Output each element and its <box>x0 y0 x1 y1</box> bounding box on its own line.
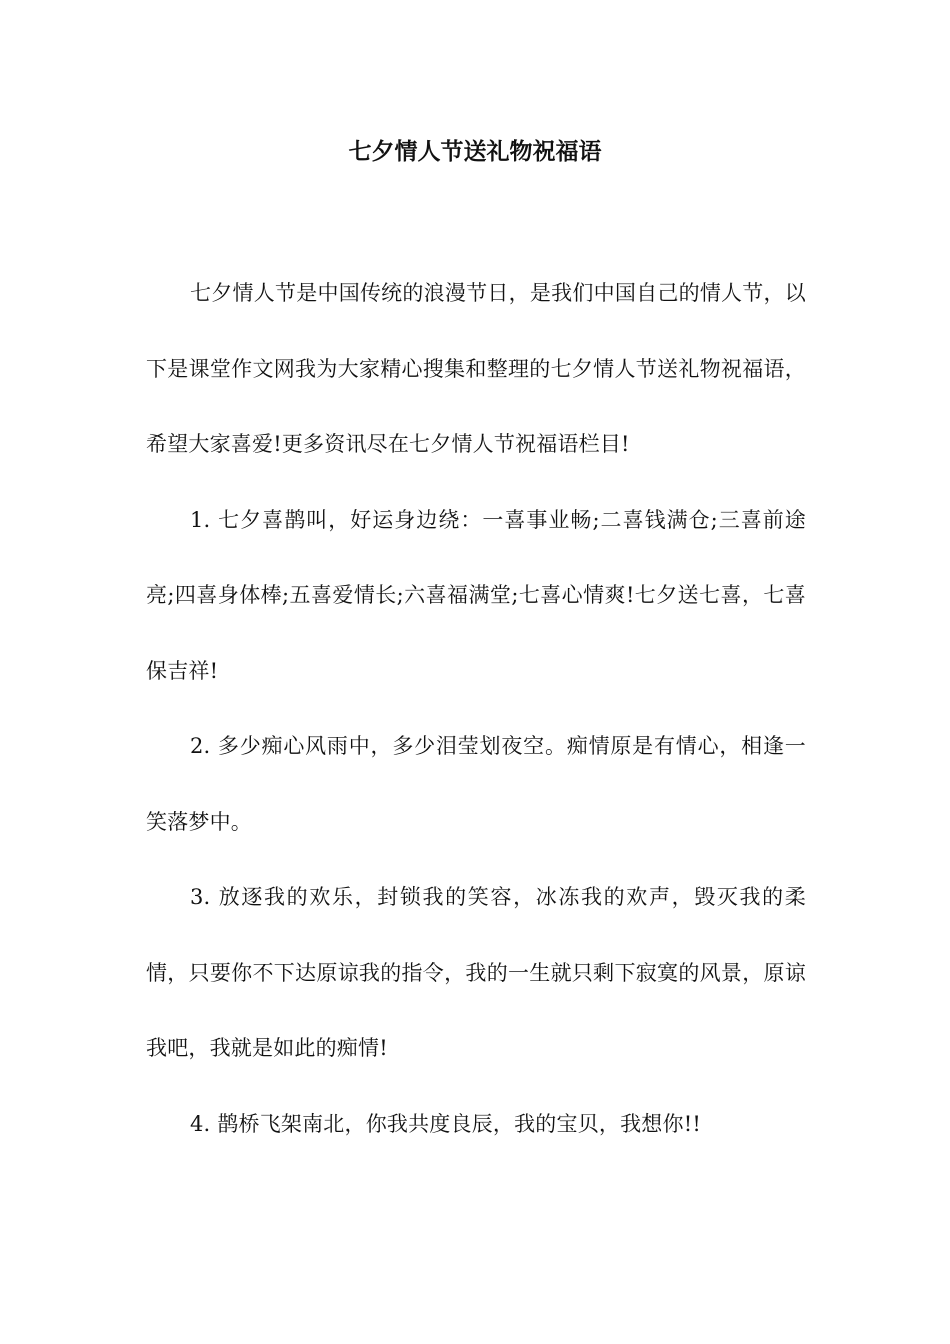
blessing-item-3: 3. 放逐我的欢乐，封锁我的笑容，冰冻我的欢声，毁灭我的柔情，只要你不下达原谅我的指令，我的一生就只剩下寂寞的风景，原谅我吧，我就是如此的痴情! <box>146 885 806 1060</box>
blessing-item-2: 2. 多少痴心风雨中，多少泪莹划夜空。痴情原是有情心，相逢一笑落梦中。 <box>146 734 806 834</box>
blessing-item-4: 4. 鹊桥飞架南北，你我共度良辰，我的宝贝，我想你!! <box>190 1111 701 1136</box>
blessing-item-1: 1. 七夕喜鹊叫，好运身边绕：一喜事业畅;二喜钱满仓;三喜前途亮;四喜身体棒;五喜爱情长;六喜福满堂;七喜心情爽!七夕送七喜，七喜保吉祥! <box>146 507 806 683</box>
intro-paragraph: 七夕情人节是中国传统的浪漫节日，是我们中国自己的情人节，以下是课堂作文网我为大家精心搜集和整理的七夕情人节送礼物祝福语，希望大家喜爱!更多资讯尽在七夕情人节祝福语栏目! <box>146 281 806 456</box>
document-title: 七夕情人节送礼物祝福语 <box>348 138 602 165</box>
document-body <box>146 256 806 1162</box>
